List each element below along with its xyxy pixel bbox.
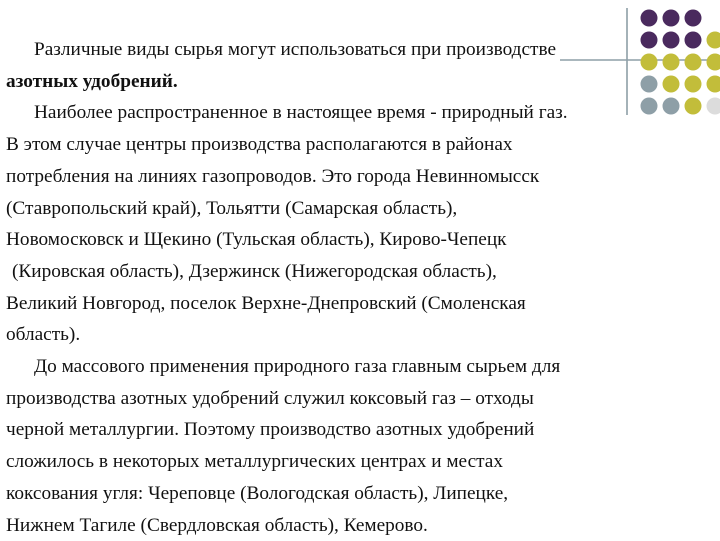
text-line: Новомосковск и Щекино (Тульская область), Кирово-Чепецк — [6, 224, 712, 256]
decorative-dot — [641, 10, 658, 27]
paragraph-3 — [6, 351, 712, 541]
text-line: Великий Новгород, поселок Верхне-Днепровский (Смоленская — [6, 288, 712, 320]
text-line: Нижнем Тагиле (Свердловская область), Кемерово. — [6, 510, 712, 541]
paragraph-1 — [6, 34, 712, 97]
text-line: сложилось в некоторых металлургических центрах и местах — [6, 446, 712, 478]
text-line: потребления на линиях газопроводов. Это города Невинномысск — [6, 161, 712, 193]
text-line: черной металлургии. Поэтому производство азотных удобрений — [6, 414, 712, 446]
text-line: коксования угля: Череповце (Вологодская область), Липецке, — [6, 478, 712, 510]
text-line: Наиболее распространенное в настоящее время - природный газ. — [6, 97, 712, 129]
paragraph-2 — [6, 97, 712, 351]
decorative-dot — [685, 10, 702, 27]
text-line: До массового применения природного газа главным сырьем для — [6, 351, 712, 383]
decorative-dot — [663, 10, 680, 27]
text-line: область). — [6, 319, 712, 351]
text-line: В этом случае центры производства располагаются в районах — [6, 129, 712, 161]
text-line: (Ставропольский край), Тольятти (Самарская область), — [6, 193, 712, 225]
text-line-bold: азотных удобрений. — [6, 66, 712, 98]
document-text — [6, 34, 712, 541]
text-line: (Кировская область), Дзержинск (Нижегородская область), — [6, 256, 712, 288]
text-line: производства азотных удобрений служил коксовый газ – отходы — [6, 383, 712, 415]
text-line: Различные виды сырья могут использоваться при производстве — [6, 34, 712, 66]
